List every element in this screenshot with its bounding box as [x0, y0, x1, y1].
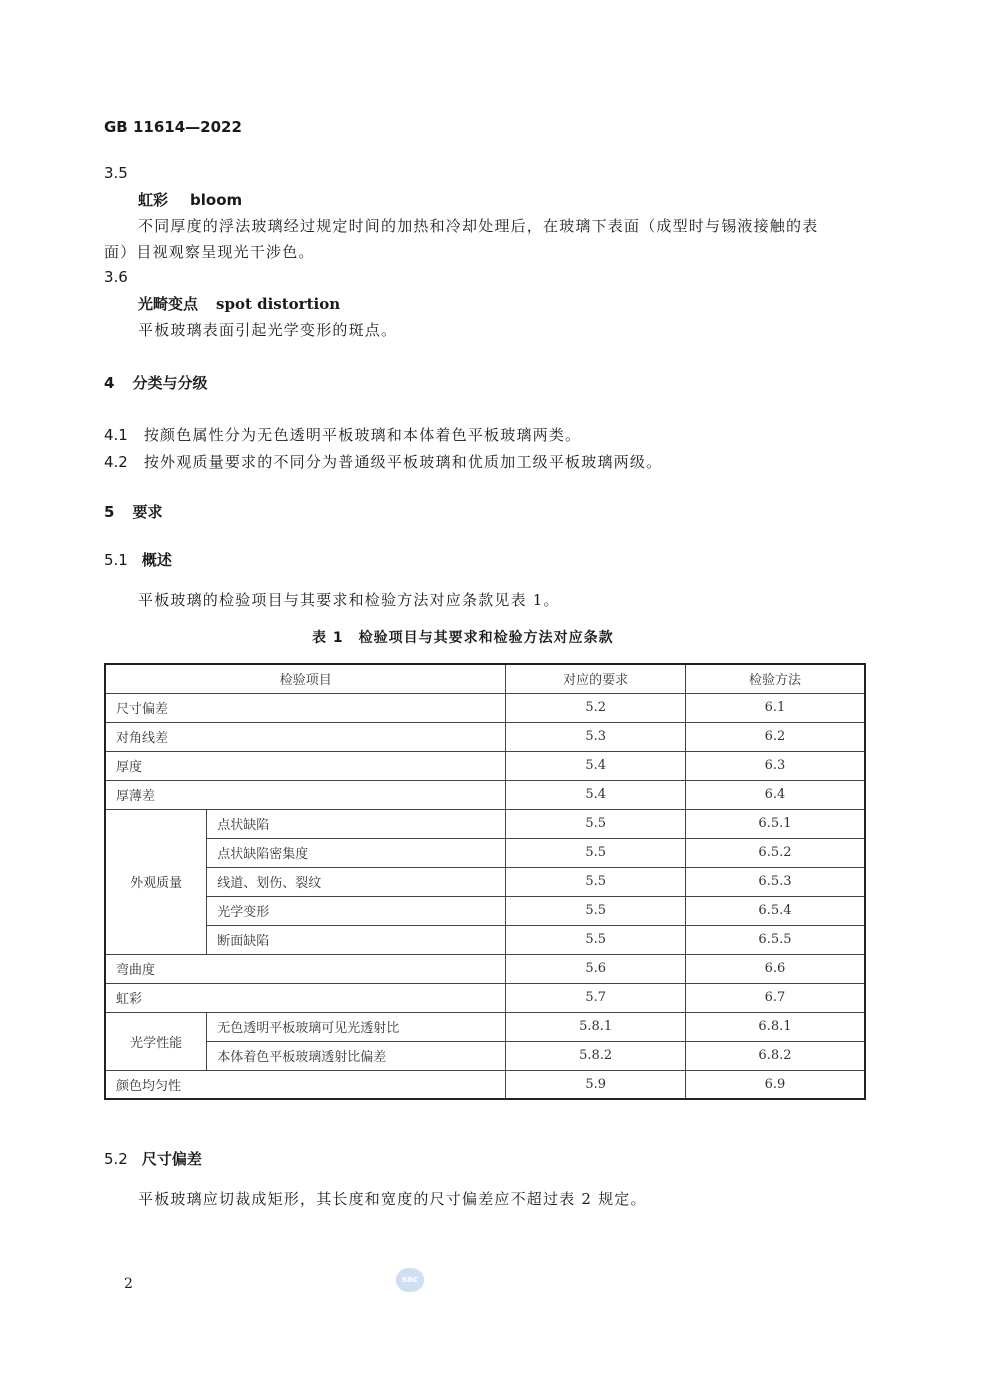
term-en: bloom — [190, 191, 243, 209]
method-cell: 6.1 — [685, 693, 865, 722]
method-cell: 6.6 — [685, 954, 865, 983]
clause-number-3-6: 3.6 — [104, 268, 128, 286]
req-cell: 5.5 — [506, 867, 686, 896]
req-cell: 5.9 — [506, 1070, 686, 1099]
item-cell: 厚度 — [105, 751, 506, 780]
table-row — [105, 809, 865, 838]
req-cell: 5.6 — [506, 954, 686, 983]
group-cell-appearance: 外观质量 — [105, 809, 207, 954]
method-cell: 6.5.2 — [685, 838, 865, 867]
clause-5-1-heading — [104, 549, 172, 570]
method-cell: 6.4 — [685, 780, 865, 809]
header-cell: 对应的要求 — [506, 664, 686, 693]
section-number: 5 — [104, 503, 115, 521]
req-cell: 5.8.1 — [506, 1012, 686, 1041]
clause-title: 概述 — [141, 551, 172, 569]
section-4-heading — [104, 372, 207, 393]
item-cell: 光学变形 — [207, 896, 506, 925]
req-cell: 5.7 — [506, 983, 686, 1012]
method-cell: 6.5.5 — [685, 925, 865, 954]
req-cell: 5.3 — [506, 722, 686, 751]
method-cell: 6.2 — [685, 722, 865, 751]
item-cell: 尺寸偏差 — [105, 693, 506, 722]
clause-text: 按颜色属性分为无色透明平板玻璃和本体着色平板玻璃两类。 — [143, 426, 582, 444]
table-row — [105, 693, 865, 722]
term-en: spot distortion — [216, 295, 341, 313]
method-cell: 6.7 — [685, 983, 865, 1012]
table-row — [105, 751, 865, 780]
clause-number: 4.2 — [104, 453, 128, 471]
table-row — [105, 1012, 865, 1041]
clause-5-2-text: 平板玻璃应切裁成矩形，其长度和宽度的尺寸偏差应不超过表 2 规定。 — [138, 1190, 647, 1208]
page-number: 2 — [124, 1276, 133, 1292]
group-cell-optical: 光学性能 — [105, 1012, 207, 1070]
item-cell: 厚薄差 — [105, 780, 506, 809]
req-cell: 5.2 — [506, 693, 686, 722]
table-header-row — [105, 664, 865, 693]
section-title: 要求 — [132, 503, 163, 521]
clause-4-2 — [104, 451, 662, 472]
method-cell: 6.3 — [685, 751, 865, 780]
definition-3-5-line1: 不同厚度的浮法玻璃经过规定时间的加热和冷却处理后，在玻璃下表面（成型时与锡液接触的表 — [138, 217, 819, 235]
method-cell: 6.8.2 — [685, 1041, 865, 1070]
definition-3-6: 平板玻璃表面引起光学变形的斑点。 — [138, 321, 398, 339]
definition-3-5-line2: 面）目视观察呈现光干涉色。 — [104, 243, 315, 261]
table-row — [105, 1070, 865, 1099]
method-cell: 6.9 — [685, 1070, 865, 1099]
table-1 — [104, 663, 866, 1100]
table-row — [105, 896, 865, 925]
item-cell: 线道、划伤、裂纹 — [207, 867, 506, 896]
table-row — [105, 983, 865, 1012]
term-3-6 — [138, 293, 340, 314]
term-cn: 光畸变点 — [138, 295, 199, 313]
table-1-caption: 表 1 检验项目与其要求和检验方法对应条款 — [312, 630, 614, 646]
table-row — [105, 954, 865, 983]
table-row — [105, 925, 865, 954]
req-cell: 5.5 — [506, 925, 686, 954]
item-cell: 虹彩 — [105, 983, 506, 1012]
section-number: 4 — [104, 374, 115, 392]
item-cell: 弯曲度 — [105, 954, 506, 983]
table-row — [105, 838, 865, 867]
clause-4-1 — [104, 424, 581, 445]
item-cell: 无色透明平板玻璃可见光透射比 — [207, 1012, 506, 1041]
clause-number: 4.1 — [104, 426, 128, 444]
method-cell: 6.8.1 — [685, 1012, 865, 1041]
table-row — [105, 1041, 865, 1070]
clause-text: 按外观质量要求的不同分为普通级平板玻璃和优质加工级平板玻璃两级。 — [143, 453, 663, 471]
term-3-5 — [138, 189, 242, 210]
standard-number: GB 11614—2022 — [104, 118, 242, 136]
req-cell: 5.5 — [506, 838, 686, 867]
table-row — [105, 780, 865, 809]
req-cell: 5.8.2 — [506, 1041, 686, 1070]
item-cell: 本体着色平板玻璃透射比偏差 — [207, 1041, 506, 1070]
section-title: 分类与分级 — [132, 374, 208, 392]
table-row — [105, 722, 865, 751]
method-cell: 6.5.1 — [685, 809, 865, 838]
item-cell: 点状缺陷密集度 — [207, 838, 506, 867]
req-cell: 5.5 — [506, 809, 686, 838]
clause-number: 5.1 — [104, 551, 128, 569]
header-cell: 检验方法 — [685, 664, 865, 693]
req-cell: 5.5 — [506, 896, 686, 925]
item-cell: 颜色均匀性 — [105, 1070, 506, 1099]
table-row — [105, 867, 865, 896]
clause-number-3-5: 3.5 — [104, 164, 128, 182]
item-cell: 断面缺陷 — [207, 925, 506, 954]
term-cn: 虹彩 — [138, 191, 169, 209]
method-cell: 6.5.3 — [685, 867, 865, 896]
clause-5-1-text: 平板玻璃的检验项目与其要求和检验方法对应条款见表 1。 — [138, 591, 560, 609]
req-cell: 5.4 — [506, 751, 686, 780]
item-cell: 对角线差 — [105, 722, 506, 751]
sac-watermark-logo: sac — [396, 1268, 424, 1292]
header-cell: 检验项目 — [105, 664, 506, 693]
section-5-heading — [104, 501, 162, 522]
clause-5-2-heading — [104, 1148, 202, 1169]
clause-title: 尺寸偏差 — [141, 1150, 202, 1168]
method-cell: 6.5.4 — [685, 896, 865, 925]
item-cell: 点状缺陷 — [207, 809, 506, 838]
clause-number: 5.2 — [104, 1150, 128, 1168]
req-cell: 5.4 — [506, 780, 686, 809]
